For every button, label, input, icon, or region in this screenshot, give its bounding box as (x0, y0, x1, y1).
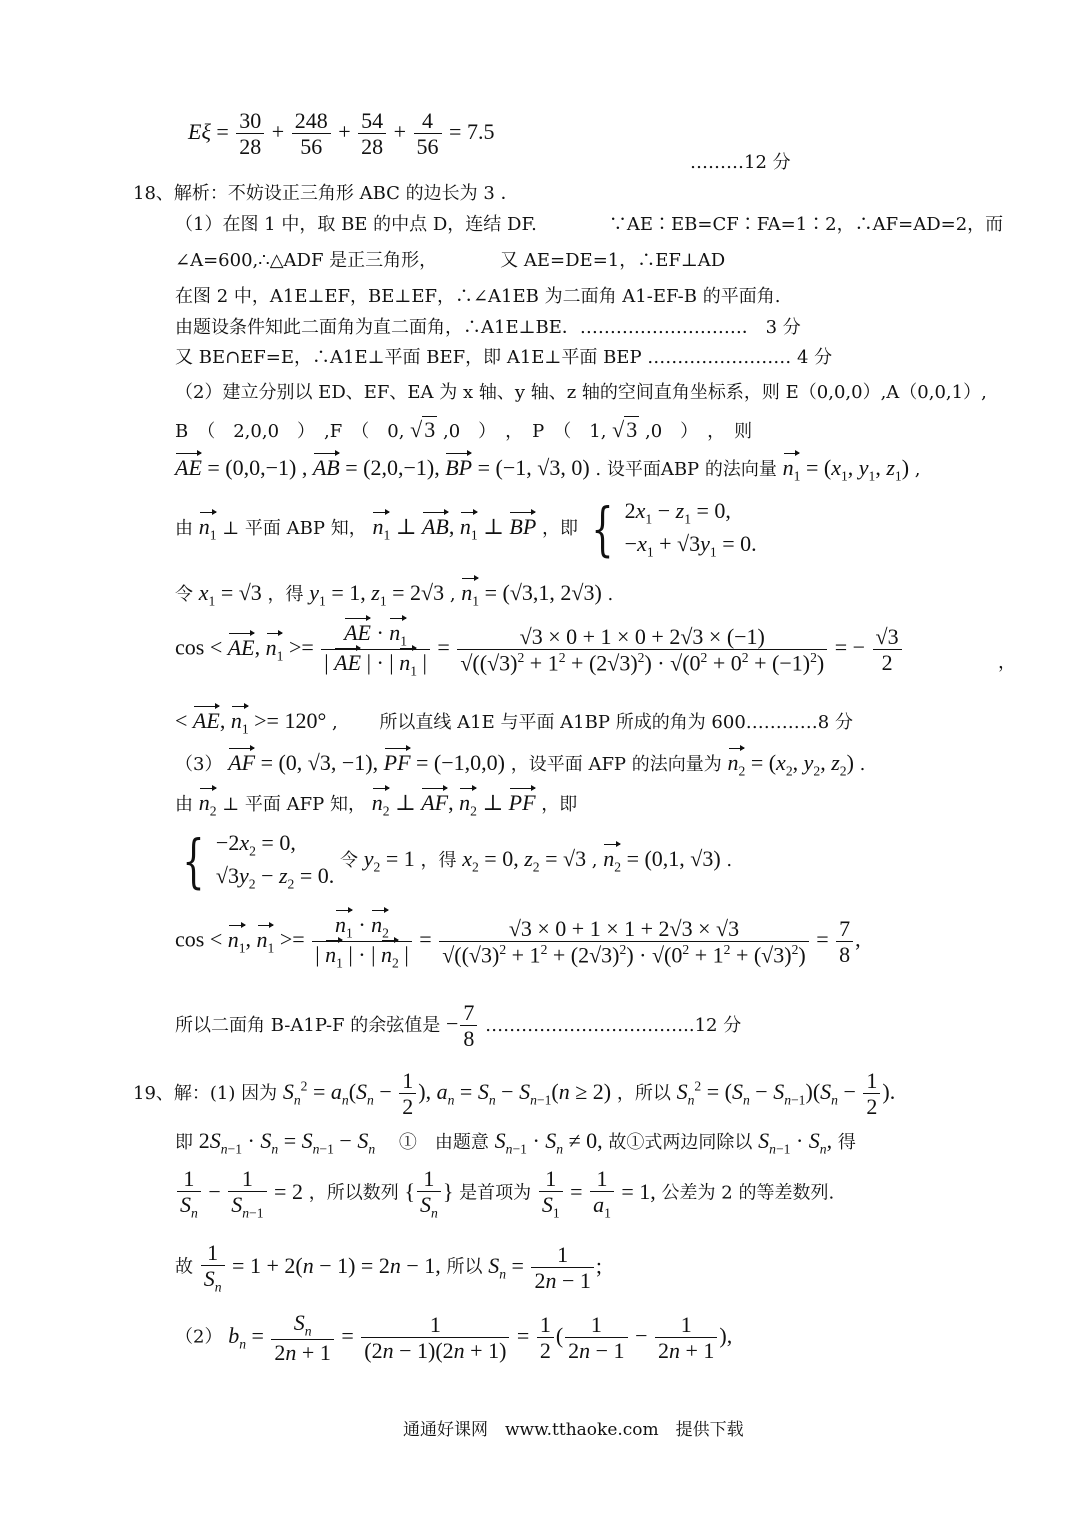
equation-system-2: { $-2x_2 = 0$, $√3y_2 - z_2 = 0$. (182, 826, 335, 895)
text-get: ，得 (267, 584, 304, 605)
text-let: 令 (340, 849, 359, 871)
p18-line-2: ∠A=600,∴△ADF 是正三角形， 又 AE=DE=1，∴EF⊥AD (175, 250, 726, 271)
text-first-term: 是首项为 (459, 1182, 532, 1204)
p18-line-7 (175, 417, 752, 443)
p19-line-5: （2） $b_n$ = $\frac{S_n}{2n + 1}$ = $\frac{1}{(2n - 1)(2n + 1)}$ = $\frac{1}{2}$ ( $\frac{1}{2n - 1}$ − $\frac{1}{2n + 1}$ ), (175, 1310, 733, 1366)
coords-end: ,0 ） ， 则 (644, 421, 753, 442)
p18-line-5: 又 BE∩EF=E，∴A1E⊥平面 BEF，即 A1E⊥平面 BEP …………………… 4 分 (175, 347, 833, 368)
final-conclusion: 所以二面角 B-A1P-F 的余弦值是 (175, 1014, 441, 1036)
text-ie: ，即 (541, 794, 578, 815)
p18-final-line: 所以二面角 B-A1P-F 的余弦值是 − $\frac{7}{8}$ ……………………………..12 分 (175, 1000, 742, 1052)
text-so: 所以 (446, 1256, 483, 1278)
p18-system-2-line: { $-2x_2 = 0$, $√3y_2 - z_2 = 0$. 令 $y_2 = 1$ ，得 $x_2 = 0$, $z_2 = √3$ , $n_2 = (0,1$, √3) . (175, 828, 732, 894)
perp-plane-abp: ⊥ 平面 ABP 知， (222, 517, 367, 539)
p18-angle-line: < AE, $n_1 >= 120^\circ$ , 所以直线 A1E 与平面 A1BP 所成的角为 600…………8 分 (175, 708, 853, 737)
text-ie: 即 (175, 1132, 193, 1153)
p18-system-line: 由 $n_1$ ⊥ 平面 ABP 知， $n_1$ ⊥ AB, $n_1$ ⊥ BP ，即 { $2x_1 - z_1 = 0$, $-x_1 + √3y_1 = 0$. (175, 494, 757, 563)
p18-part3-line: （3） AF = (0, √3, −1), PF = (−1,0,0) ，设平面 AFP 的法向量为 $n_2 = (x_2$, $y_2$, $z_2$) . (175, 750, 866, 779)
angle-conclusion: 所以直线 A1E 与平面 A1BP 所成的角为 600…………8 分 (379, 712, 853, 733)
coords-b-f: B （ 2,0,0 ） ,F （ 0, (175, 421, 405, 442)
p19-intro: 19、解：(1) 因为 (133, 1082, 278, 1104)
p18-line-1: （1）在图 1 中，取 BE 的中点 D，连结 DF. ∵AE∶EB=CF∶FA=1∶2，∴AF=AD=2，而 (175, 214, 1004, 235)
text-by: 由 (175, 794, 193, 815)
p18-line-4: 由题设条件知此二面角为直二面角，∴A1E⊥BE．………………………． 3 分 (175, 317, 801, 338)
equation-system-1: { $2x_1 - z_1 = 0$, $-x_1 + √3y_1 = 0$. (591, 494, 757, 563)
p19-line-1: 19、解：(1) 因为 $S_n^2 = a_n(S_n$ − $\frac{1}{2}$ ), $a_n = S_n - S_{n-1}(n \ge 2)$ ，所以 $S_n^2 = (S_n - S_{n-1})(S_n$ − $\frac{1}{2}$ ). (133, 1068, 896, 1120)
text-hence: 故 (175, 1256, 193, 1278)
text-get: 得 (837, 1132, 856, 1153)
text-sequence: ，所以数列 (308, 1182, 399, 1204)
part2-label: （2） (175, 1326, 223, 1348)
text-common-diff: 公差为 2 的等差数列. (661, 1182, 835, 1204)
expectation-formula: Eξ = $\frac{30}{28}$ + $\frac{248}{56}$ + $\frac{54}{28}$ + $\frac{4}{56}$ = 7.5 (188, 108, 495, 160)
text-divide: 故①式两边同除以 (608, 1132, 753, 1153)
coords-p: ,0 ） ， P （ 1, (442, 421, 607, 442)
perp-plane-afp: ⊥ 平面 AFP 知， (222, 794, 366, 815)
p18-let-line: 令 $x_1 = √3$ ，得 $y_1 = 1$, $z_1 = 2√3$ , $n_1 = (√3,1$, 2√3) . (175, 580, 614, 609)
final-score: ……………………………..12 分 (485, 1014, 742, 1036)
text-let: 令 (175, 584, 193, 605)
text-so: ，所以 (616, 1082, 671, 1104)
p18-cos-end: ， (998, 652, 1016, 673)
text-ie: ，即 (542, 517, 578, 539)
p18-title: 18、解析：不妨设正三角形 ABC 的边长为 3 ． (133, 183, 519, 204)
sqrt3-expr: √3 (410, 417, 436, 442)
p19-line-2: 即 $2S_{n-1} \cdot S_n = S_{n-1} - S_n$ ① 由题意 $S_{n-1} \cdot S_n \ne 0$, 故①式两边同除以 $S_{n-1} \cdot S_n$, 得 (175, 1128, 856, 1157)
text-by: 由 (175, 517, 193, 539)
score-12-top: ………12 分 (690, 152, 791, 173)
p19-line-3: $\frac{1}{S_n}$ − $\frac{1}{S_{n-1}}$ = 2 ，所以数列 { $\frac{1}{S_n}$ } 是首项为 $\frac{1}{S_1}$ = $\frac{1}{a_1}$ = 1, 公差为 2 的等差数列. (175, 1166, 834, 1221)
p18-line-3: 在图 2 中，A1E⊥EF，BE⊥EF，∴∠A1EB 为二面角 A1-EF-B 的平面角. (175, 286, 781, 307)
p19-line-4: 故 $\frac{1}{S_n}$ = 1 + 2(n − 1) = 2n − 1, 所以 $S_n$ = $\frac{1}{2n - 1}$ ; (175, 1240, 602, 1295)
p18-cos-formula-2: $\cos < n_1$, $n_1$ >= $\frac{n_1 \cdot n_2}{| n_1 | \cdot | n_2 |}$ = $\frac{√3 \times 0 + 1 \times 1 + 2√3 \times √3}{√((√3)^2 + 1^2 + (2√3)^2) \cdot √(0^2 + 1^2 + (√3)^2)}$ = $\frac{7}{8}$ , (175, 912, 861, 971)
page-footer: 通通好课网 www.tthaoke.com 提供下载 (403, 1420, 744, 1440)
p18-vectors-line: AE = (0,0,−1) , AB = (2,0,−1), BP = (−1, √3, 0) . 设平面ABP 的法向量 $n_1 = (x_1$, $y_1$, $z_1$) , (175, 455, 921, 484)
sqrt3-expr: √3 (612, 417, 638, 442)
part3-label: （3） (175, 754, 223, 775)
p18-part3-perp-line: 由 $n_2$ ⊥ 平面 AFP 知， $n_2$ ⊥ AF, $n_2$ ⊥ PF ，即 (175, 790, 578, 819)
text-by-question: ① 由题意 (398, 1132, 489, 1153)
text-get: ，得 (420, 849, 457, 871)
cos2-end: , (855, 926, 861, 952)
p18-line-6: （2）建立分别以 ED、EF、EA 为 x 轴、y 轴、z 轴的空间直角坐标系，则 E（0,0,0）,A（0,0,1）, (175, 382, 987, 403)
part3-normal-text: ，设平面 AFP 的法向量为 (510, 754, 722, 775)
normal-intro: . 设平面ABP 的法向量 (595, 459, 777, 480)
p18-cos-formula-1: cos < AE, $n_1$ >= $\frac{AE \cdot n_1}{| AE | \cdot | n_1 |}$ = $\frac{√3 \times 0 + 1 \times 0 + 2√3 \times (-1)}{√((√3)^2 + 1^2 + (2√3)^2) \cdot √(0^2 + 0^2 + (-1)^2)}$ = − $\frac{√3}{2}$ (175, 620, 904, 679)
